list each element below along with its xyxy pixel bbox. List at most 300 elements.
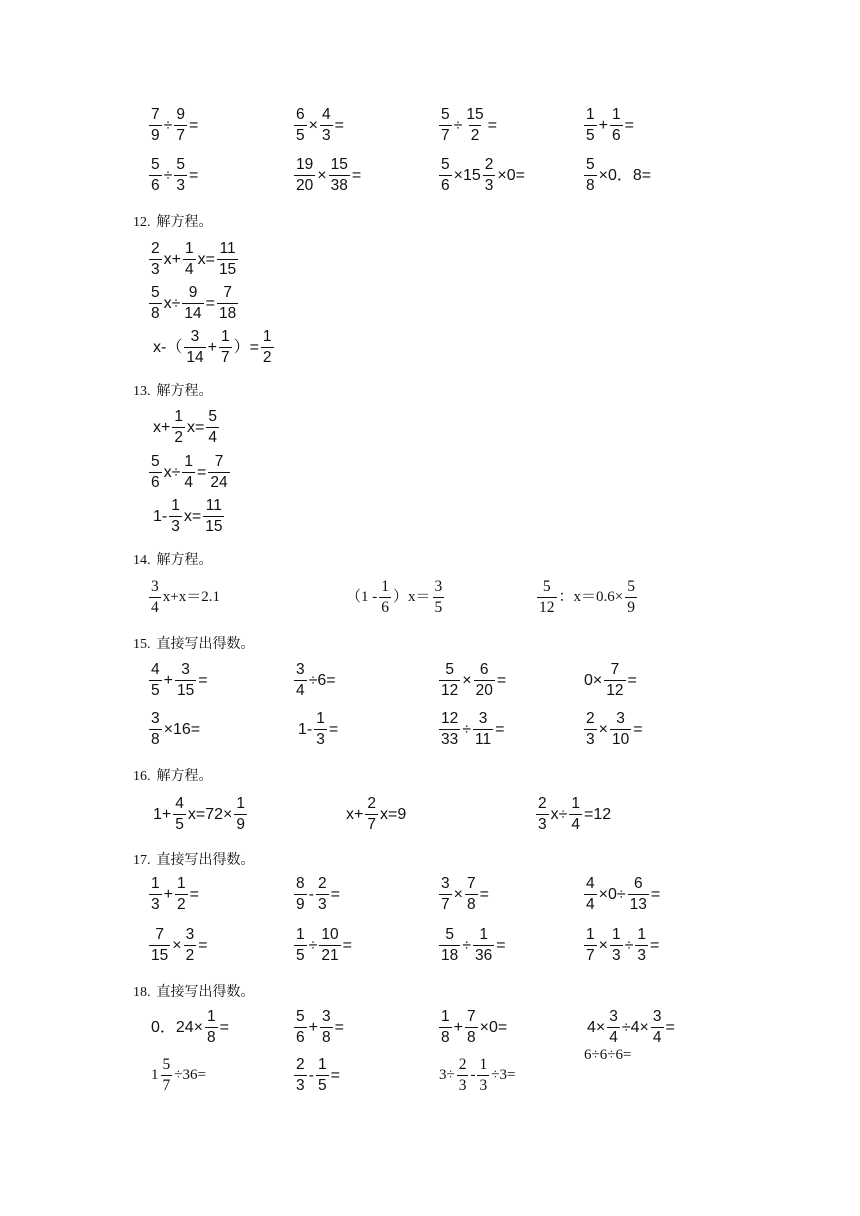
operator-text: = bbox=[197, 463, 207, 481]
operator-text: = bbox=[627, 671, 637, 689]
operator-text: 0× bbox=[584, 671, 603, 689]
operator-text: = bbox=[205, 294, 215, 312]
numerator: 5 bbox=[151, 453, 160, 470]
denominator: 18 bbox=[441, 947, 459, 964]
numerator: 15 bbox=[330, 156, 348, 173]
denominator: 4 bbox=[184, 261, 194, 278]
operator-text: x+ bbox=[153, 418, 171, 436]
fraction bbox=[320, 1008, 333, 1047]
numerator: 1 bbox=[479, 926, 488, 943]
operator-text: = bbox=[334, 116, 344, 134]
numerator: 1 bbox=[296, 926, 305, 943]
operator-text: + bbox=[308, 1018, 318, 1036]
operator-text: x= bbox=[183, 507, 202, 525]
operator-text: × bbox=[308, 116, 318, 134]
denominator: 38 bbox=[330, 177, 348, 194]
operator-text: = bbox=[487, 116, 497, 134]
operator-text: = bbox=[334, 1018, 344, 1036]
operator-text: x÷ bbox=[163, 294, 181, 312]
denominator: 8 bbox=[151, 305, 160, 322]
operator-text: ÷ bbox=[462, 936, 472, 954]
denominator: 3 bbox=[479, 1077, 488, 1094]
operator-text: x÷ bbox=[163, 463, 181, 481]
operator-text: （1 - bbox=[346, 589, 378, 605]
operator-text: 4× bbox=[587, 1018, 606, 1036]
fraction bbox=[149, 284, 162, 323]
denominator: 7 bbox=[162, 1077, 171, 1094]
operator-text: + bbox=[598, 116, 608, 134]
equation bbox=[152, 328, 275, 367]
fraction bbox=[473, 710, 493, 749]
numerator: 3 bbox=[609, 1008, 618, 1025]
fraction bbox=[651, 1008, 664, 1047]
fraction bbox=[610, 106, 623, 145]
fraction bbox=[329, 156, 350, 195]
denominator: 3 bbox=[316, 731, 325, 748]
equation bbox=[148, 453, 231, 492]
fraction bbox=[584, 106, 597, 145]
operator-text: = bbox=[189, 116, 199, 134]
denominator: 6 bbox=[441, 177, 450, 194]
expression bbox=[293, 926, 353, 965]
numerator: 1 bbox=[586, 926, 595, 943]
fraction bbox=[477, 1056, 489, 1095]
numerator: 1 bbox=[236, 795, 245, 812]
fraction bbox=[175, 661, 196, 700]
fraction bbox=[184, 926, 197, 965]
denominator: 2 bbox=[176, 896, 186, 913]
denominator: 12 bbox=[606, 682, 624, 699]
denominator: 20 bbox=[475, 682, 493, 699]
denominator: 8 bbox=[207, 1029, 216, 1046]
operator-text: ÷6= bbox=[308, 671, 336, 689]
fraction bbox=[173, 795, 186, 834]
denominator: 4 bbox=[296, 682, 305, 699]
denominator: 15 bbox=[151, 947, 169, 964]
numerator: 1 bbox=[220, 328, 230, 345]
fraction bbox=[439, 156, 452, 195]
numerator: 6 bbox=[296, 106, 305, 123]
fraction bbox=[294, 1056, 307, 1095]
operator-text: × bbox=[462, 671, 472, 689]
fraction bbox=[261, 328, 274, 367]
denominator: 3 bbox=[611, 947, 621, 964]
fraction bbox=[294, 875, 307, 914]
fraction bbox=[465, 1008, 478, 1047]
operator-text: × bbox=[598, 720, 608, 738]
denominator: 3 bbox=[484, 177, 494, 194]
numerator: 10 bbox=[321, 926, 339, 943]
denominator: 15 bbox=[218, 261, 237, 278]
denominator: 3 bbox=[458, 1077, 467, 1094]
fraction bbox=[206, 408, 219, 447]
fraction bbox=[316, 875, 329, 914]
denominator: 3 bbox=[151, 896, 160, 913]
fraction bbox=[584, 156, 597, 195]
numerator: 7 bbox=[466, 1008, 476, 1025]
denominator: 13 bbox=[629, 896, 647, 913]
numerator: 7 bbox=[155, 926, 164, 943]
section-instruction: 直接写出得数。 bbox=[156, 637, 255, 652]
denominator: 7 bbox=[441, 896, 450, 913]
denominator: 6 bbox=[151, 177, 160, 194]
expression bbox=[438, 1056, 516, 1095]
numerator: 2 bbox=[317, 875, 327, 892]
numerator: 6 bbox=[479, 661, 489, 678]
expression bbox=[150, 1056, 207, 1095]
denominator: 8 bbox=[441, 1029, 450, 1046]
operator-text: x=72× bbox=[187, 805, 233, 823]
operator-text: - bbox=[308, 1066, 314, 1084]
numerator: 1 bbox=[586, 106, 595, 123]
expression bbox=[293, 1008, 345, 1047]
fraction bbox=[379, 578, 391, 617]
section-instruction: 解方程。 bbox=[156, 769, 213, 784]
fraction bbox=[217, 284, 238, 323]
denominator: 11 bbox=[475, 731, 492, 748]
fraction bbox=[149, 875, 162, 914]
denominator: 24 bbox=[210, 474, 228, 491]
expression bbox=[293, 106, 345, 145]
fraction bbox=[474, 661, 495, 700]
numerator: 1 bbox=[441, 1008, 450, 1025]
denominator: 2 bbox=[470, 127, 480, 144]
section-instruction: 直接写出得数。 bbox=[156, 853, 255, 868]
denominator: 15 bbox=[205, 518, 223, 535]
fraction bbox=[610, 710, 631, 749]
section-17-heading bbox=[133, 849, 261, 869]
equation bbox=[535, 795, 612, 834]
fraction bbox=[439, 1008, 452, 1047]
denominator: 4 bbox=[586, 896, 595, 913]
denominator: 3 bbox=[151, 261, 160, 278]
numerator: 1 bbox=[176, 875, 186, 892]
operator-text: ：x＝0.6× bbox=[558, 589, 624, 605]
operator-text: ÷36= bbox=[174, 1067, 206, 1083]
fraction bbox=[628, 875, 649, 914]
numerator: 5 bbox=[441, 106, 450, 123]
denominator: 21 bbox=[321, 947, 339, 964]
numerator: 1 bbox=[184, 240, 194, 257]
numerator: 1 bbox=[479, 1056, 488, 1073]
numerator: 8 bbox=[296, 875, 305, 892]
fraction bbox=[219, 328, 232, 367]
expression bbox=[148, 926, 209, 965]
operator-text: 0．24× bbox=[151, 1018, 204, 1036]
denominator: 4 bbox=[609, 1029, 618, 1046]
denominator: 12 bbox=[441, 682, 459, 699]
numerator: 2 bbox=[458, 1056, 467, 1073]
fraction bbox=[473, 926, 494, 965]
fraction bbox=[433, 578, 445, 617]
operator-text: ÷ bbox=[624, 936, 634, 954]
expression bbox=[148, 156, 199, 195]
fraction bbox=[149, 578, 161, 617]
numerator: 1 bbox=[637, 926, 646, 943]
fraction bbox=[319, 926, 340, 965]
numerator: 3 bbox=[151, 578, 159, 595]
fraction bbox=[439, 710, 460, 749]
numerator: 5 bbox=[176, 156, 186, 173]
expression bbox=[438, 875, 490, 914]
expression bbox=[583, 661, 638, 700]
expression bbox=[148, 875, 200, 914]
operator-text: ÷ bbox=[308, 936, 318, 954]
numerator: 3 bbox=[616, 710, 625, 727]
numerator: 3 bbox=[151, 710, 160, 727]
fraction bbox=[439, 875, 452, 914]
numerator: 9 bbox=[188, 284, 198, 301]
expression bbox=[583, 106, 635, 145]
denominator: 9 bbox=[296, 896, 305, 913]
numerator: 2 bbox=[151, 240, 160, 257]
numerator: 5 bbox=[151, 156, 160, 173]
numerator: 2 bbox=[484, 156, 494, 173]
fraction bbox=[439, 661, 460, 700]
fraction bbox=[610, 926, 623, 965]
numerator: 3 bbox=[190, 328, 200, 345]
numerator: 7 bbox=[223, 284, 232, 301]
numerator: 9 bbox=[176, 106, 186, 123]
fraction bbox=[365, 795, 378, 834]
expression bbox=[438, 710, 505, 749]
section-instruction: 直接写出得数。 bbox=[156, 985, 255, 1000]
operator-text: = bbox=[328, 720, 339, 738]
denominator: 5 bbox=[586, 127, 595, 144]
operator-text: ÷ bbox=[163, 116, 173, 134]
numerator: 12 bbox=[441, 710, 459, 727]
denominator: 12 bbox=[539, 599, 555, 616]
operator-text: x-（ bbox=[153, 338, 183, 356]
operator-text: = bbox=[496, 671, 507, 689]
expression bbox=[583, 710, 644, 749]
fraction bbox=[294, 106, 307, 145]
operator-text: ×15 bbox=[453, 166, 481, 184]
operator-text: x=9 bbox=[379, 805, 407, 823]
numerator: 5 bbox=[542, 578, 551, 595]
numerator: 1 bbox=[207, 1008, 216, 1025]
operator-text: = bbox=[330, 1066, 340, 1084]
fraction bbox=[182, 284, 203, 323]
operator-text: × bbox=[317, 166, 327, 184]
operator-text: = bbox=[665, 1018, 675, 1036]
numerator: 4 bbox=[175, 795, 184, 812]
fraction bbox=[625, 578, 637, 617]
fraction bbox=[483, 156, 496, 195]
fraction bbox=[294, 1008, 307, 1047]
fraction bbox=[149, 661, 162, 700]
section-instruction: 解方程。 bbox=[156, 553, 213, 568]
denominator: 20 bbox=[296, 177, 314, 194]
fraction bbox=[183, 240, 196, 279]
numerator: 5 bbox=[586, 156, 595, 173]
fraction bbox=[569, 795, 582, 834]
fraction bbox=[536, 795, 549, 834]
fraction bbox=[294, 926, 307, 965]
fraction bbox=[234, 795, 247, 834]
denominator: 7 bbox=[441, 127, 450, 144]
expression bbox=[583, 156, 652, 195]
operator-text: × bbox=[453, 885, 463, 903]
denominator: 3 bbox=[321, 127, 331, 144]
fraction bbox=[635, 926, 648, 965]
expression bbox=[150, 1008, 230, 1047]
numerator: 1 bbox=[171, 497, 180, 514]
denominator: 36 bbox=[475, 947, 493, 964]
fraction bbox=[149, 926, 170, 965]
denominator: 2 bbox=[174, 429, 183, 446]
expression bbox=[293, 1056, 341, 1095]
operator-text: =12 bbox=[584, 805, 612, 823]
fraction bbox=[203, 497, 224, 536]
operator-text: = bbox=[479, 885, 489, 903]
numerator: 5 bbox=[296, 1008, 305, 1025]
operator-text: ÷ bbox=[163, 166, 173, 184]
numerator: 1 bbox=[262, 328, 272, 345]
operator-text: = bbox=[198, 671, 208, 689]
fraction bbox=[464, 106, 485, 145]
denominator: 7 bbox=[586, 947, 595, 964]
fraction bbox=[149, 106, 162, 145]
numerator: 7 bbox=[214, 453, 224, 470]
operator-text: = bbox=[624, 116, 634, 134]
denominator: 15 bbox=[176, 682, 195, 699]
numerator: 3 bbox=[478, 710, 488, 727]
section-number: 15. bbox=[133, 637, 151, 652]
numerator: 5 bbox=[445, 926, 454, 943]
fraction bbox=[149, 710, 162, 749]
numerator: 4 bbox=[321, 106, 331, 123]
denominator: 4 bbox=[208, 429, 217, 446]
denominator: 6 bbox=[151, 474, 160, 491]
numerator: 5 bbox=[445, 661, 454, 678]
numerator: 5 bbox=[208, 408, 217, 425]
fraction bbox=[314, 710, 327, 749]
numerator: 3 bbox=[185, 926, 195, 943]
denominator: 4 bbox=[184, 474, 194, 491]
operator-text: x+ bbox=[163, 250, 181, 268]
section-number: 18. bbox=[133, 985, 151, 1000]
numerator: 1 bbox=[571, 795, 581, 812]
denominator: 8 bbox=[466, 896, 476, 913]
fraction bbox=[439, 926, 460, 965]
fraction bbox=[584, 926, 597, 965]
fraction bbox=[205, 1008, 218, 1047]
operator-text: ×0÷ bbox=[598, 885, 626, 903]
fraction bbox=[175, 875, 188, 914]
operator-text: = bbox=[650, 936, 660, 954]
operator-text: = bbox=[650, 885, 661, 903]
numerator: 3 bbox=[321, 1008, 331, 1025]
denominator: 3 bbox=[538, 816, 547, 833]
expression bbox=[586, 1008, 676, 1047]
numerator: 2 bbox=[586, 710, 595, 727]
denominator: 3 bbox=[171, 518, 180, 535]
operator-text: = bbox=[342, 936, 352, 954]
operator-text: ÷ bbox=[453, 116, 463, 134]
operator-text: = bbox=[330, 885, 340, 903]
numerator: 3 bbox=[441, 875, 450, 892]
fraction bbox=[607, 1008, 620, 1047]
numerator: 1 bbox=[611, 926, 621, 943]
operator-text: - bbox=[470, 1067, 476, 1083]
denominator: 9 bbox=[627, 599, 635, 616]
expression bbox=[297, 710, 339, 749]
numerator: 15 bbox=[466, 106, 484, 123]
operator-text: = bbox=[351, 166, 362, 184]
expression bbox=[293, 156, 362, 195]
denominator: 7 bbox=[367, 816, 376, 833]
denominator: 6 bbox=[611, 127, 621, 144]
expression bbox=[583, 875, 661, 914]
fraction bbox=[208, 453, 229, 492]
denominator: 3 bbox=[637, 947, 646, 964]
operator-text: = bbox=[495, 720, 505, 738]
expression bbox=[438, 661, 507, 700]
expression bbox=[438, 1008, 508, 1047]
numerator: 1 bbox=[316, 710, 325, 727]
denominator: 8 bbox=[321, 1029, 331, 1046]
fraction bbox=[457, 1056, 469, 1095]
fraction bbox=[174, 156, 187, 195]
denominator: 3 bbox=[176, 177, 186, 194]
numerator: 5 bbox=[151, 284, 160, 301]
denominator: 5 bbox=[151, 682, 160, 699]
operator-text: + bbox=[207, 338, 217, 356]
section-number: 13. bbox=[133, 384, 151, 399]
operator-text: ÷ bbox=[462, 720, 472, 738]
operator-text: 1- bbox=[153, 507, 168, 525]
numerator: 6 bbox=[633, 875, 643, 892]
numerator: 3 bbox=[181, 661, 190, 678]
denominator: 4 bbox=[652, 1029, 662, 1046]
fraction bbox=[465, 875, 478, 914]
equation bbox=[345, 578, 445, 617]
operator-text: - bbox=[308, 885, 314, 903]
numerator: 1 bbox=[174, 408, 183, 425]
fraction bbox=[149, 156, 162, 195]
operator-text: 1- bbox=[298, 720, 313, 738]
numerator: 3 bbox=[434, 578, 443, 595]
operator-text: 3÷ bbox=[439, 1067, 455, 1083]
numerator: 5 bbox=[162, 1056, 171, 1073]
equation bbox=[148, 578, 221, 617]
denominator: 2 bbox=[262, 349, 272, 366]
denominator: 8 bbox=[586, 177, 595, 194]
section-number: 12. bbox=[133, 215, 151, 230]
fraction bbox=[604, 661, 625, 700]
section-number: 16. bbox=[133, 769, 151, 784]
operator-text: ）= bbox=[233, 338, 259, 356]
fraction bbox=[584, 710, 597, 749]
operator-text: + bbox=[163, 671, 173, 689]
denominator: 4 bbox=[151, 599, 159, 616]
fraction bbox=[316, 1056, 329, 1095]
fraction bbox=[584, 875, 597, 914]
denominator: 5 bbox=[296, 947, 305, 964]
operator-text: x+ bbox=[346, 805, 364, 823]
numerator: 1 bbox=[611, 106, 621, 123]
numerator: 7 bbox=[610, 661, 620, 678]
operator-text: 6÷6÷6= bbox=[584, 1047, 632, 1063]
numerator: 1 bbox=[184, 453, 194, 470]
fraction bbox=[161, 1056, 173, 1095]
operator-text: 1+ bbox=[153, 805, 172, 823]
numerator: 7 bbox=[466, 875, 476, 892]
numerator: 1 bbox=[151, 875, 160, 892]
equation bbox=[152, 408, 220, 447]
fraction bbox=[169, 497, 182, 536]
